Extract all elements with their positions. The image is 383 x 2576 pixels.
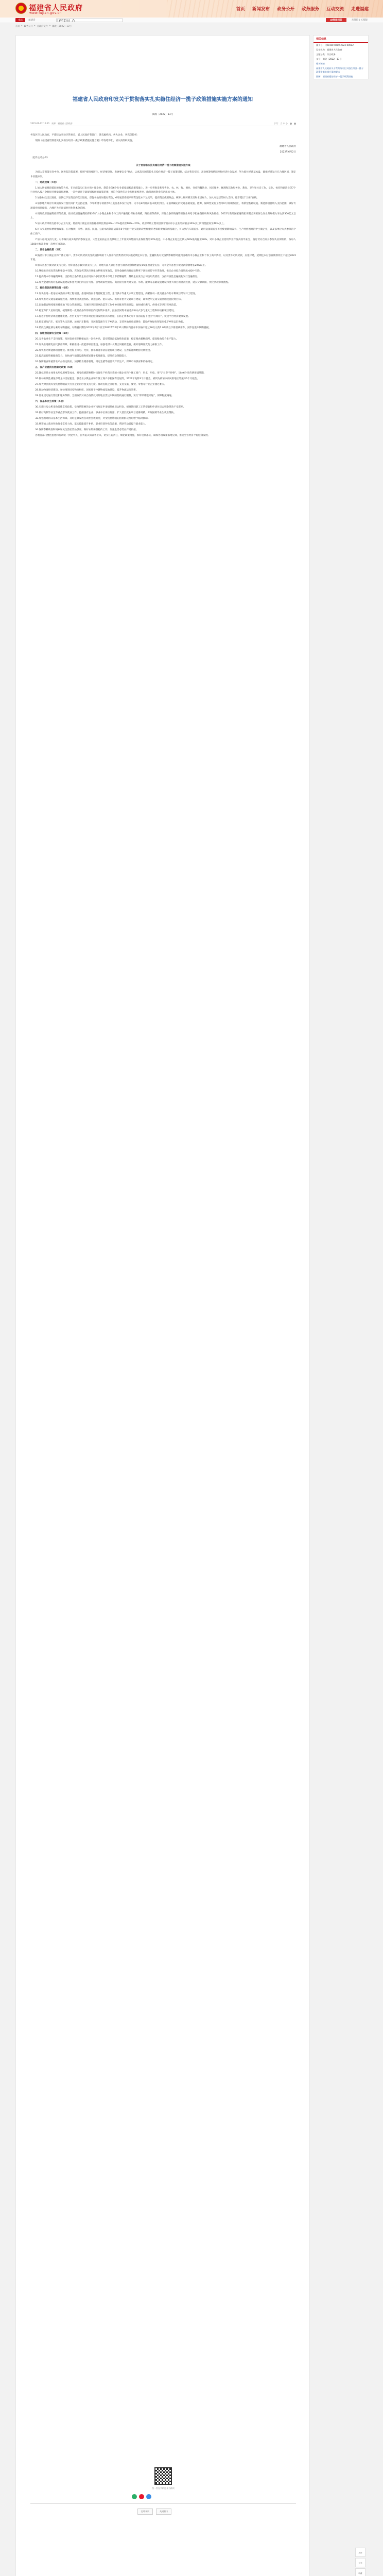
nav-item[interactable]: 走进福建 bbox=[351, 7, 369, 12]
breadcrumb-item[interactable]: 首页 bbox=[15, 25, 20, 28]
content-buttons bbox=[137, 2509, 171, 2515]
share-icon[interactable] bbox=[294, 123, 296, 125]
info-item: 索引号：FJ00100-0200-2022-00012 bbox=[316, 44, 354, 46]
paragraph: 27.加大对民航等受疫情影响较大行业企业的纾困支持力度。推动民航企业纾困，支持文旅、餐饮、零售等行业企业渡过难关。 bbox=[35, 383, 167, 386]
paragraph: 5.加大政府采购支持中小企业力度。将面向小微企业的价格扣除比例由6%—10%提高至10%—20%，政府采购工程项目预留面向中小企业的份额由30%以上阶段性提高至40%以上。 bbox=[35, 223, 226, 226]
document-number: 闽政〔2022〕13号 bbox=[152, 113, 173, 116]
nav-item[interactable]: 互动交流 bbox=[326, 7, 344, 12]
section-heading: 三、稳投资促消费等政策（6项） bbox=[35, 287, 70, 290]
paragraph: 11.提高资本市场融资效率。支持符合条件的企业在境内外多层次资本市场上市挂牌融资，鼓励企业发行公司信用类债券，支持开发性金融机构发行金融债券。 bbox=[35, 276, 200, 279]
paragraph: 19.阶段性减征部分乘用车购置税。对购置日期在2022年6月1日至2022年12月31日期间内且单车价格不超过30万元的2.0升及以下排量乘用车，减半征收车辆购置税。 bbox=[35, 326, 211, 329]
related-link[interactable]: 图解：福建省稳住经济一揽子政策措施 bbox=[316, 75, 353, 78]
section-heading: 一、财政政策（7项） bbox=[35, 181, 58, 184]
favorite-button[interactable]: 收藏 bbox=[355, 2568, 365, 2576]
accessibility-links[interactable]: 无障碍 | 长辈版 bbox=[351, 19, 368, 22]
breadcrumb-item[interactable]: 省政府文件 bbox=[37, 25, 48, 28]
nav-item[interactable]: 政务公开 bbox=[276, 7, 294, 12]
paragraph: 4.用好政府性融资担保等政策。推动政府性融资担保机构扩大小微企业和个体工商户融资担保业务规模，降低担保费率，对符合条件的融资担保业务给予担保费补助和风险补偿，2022年新增国家融资担保基金再担保合作业务规模力争达到300亿元以上。 bbox=[30, 212, 296, 220]
nav-item[interactable]: 首页 bbox=[236, 7, 245, 12]
breadcrumb-item[interactable]: 政务公开 bbox=[24, 25, 33, 28]
paragraph: 21.加快推进煤电油气供应保障。积极推进一批能源项目建设，加强电煤中长期合同履约监管，做好迎峰度夏电力保供工作。 bbox=[35, 343, 164, 346]
paragraph: 15.因地制宜继续推进城市地下综合管廊建设。在城市老旧管网改造等工作中协同推进管廊建设，加快城市燃气、供排水等老旧管网改造。 bbox=[35, 304, 179, 307]
qr-code-icon bbox=[154, 2467, 172, 2485]
paragraph: 7.加大稳岗支持力度。对不裁员或少裁员的参保企业，大型企业按企业及其职工上年度实际缴纳失业保险费的30%返还，中小微企业返还比例从60%最高提至90%。对中小微企业招用毕业年度高校毕业生，签订劳动合同并参加失业保险的，按每人1500元标准发放一次性扩岗补助。 bbox=[30, 238, 296, 246]
paragraph: 31.做好高校毕业生等重点群体就业工作。挖掘国有企业、事业单位岗位资源，扩大基层就业项目招募规模，开展困难毕业生就业帮扶。 bbox=[35, 411, 176, 414]
section-heading: 六、保基本民生政策（5项） bbox=[35, 400, 65, 403]
utility-bar bbox=[0, 18, 383, 23]
paragraph: 6.扩大实施社保费缓缴政策。在对餐饮、零售、旅游、民航、公路水路铁路运输等5个特困行业实施阶段性缓缴养老保险费政策的基础上，扩大到汽车制造业、通用设备制造业等受疫情影响较大、生产经营困难的中小微企业，以及以单位方式参保的个体工商户。 bbox=[30, 228, 296, 235]
close-window-button[interactable]: 关闭窗口 bbox=[156, 2509, 171, 2515]
paragraph: 8.鼓励对中小微企业和个体工商户、货车司机贷款及受疫情影响的个人住房与消费贷款等实施延期还本付息。金融机构对受疫情影响暂时遇到困难的中小微企业和个体工商户贷款，以及货车司机贷款，应延尽延，延期还本付息日期原则上不超过2022年底。 bbox=[30, 254, 296, 262]
article-card bbox=[15, 35, 310, 2576]
paragraph: 为深入贯彻落实党中央、国务院决策部署，按照“疫情要防住、经济要稳住、发展要安全”要求，认真落实国务院扎实稳住经济一揽子政策措施，结合我省实际，高效统筹疫情防控和经济社会发展，努力稳住经济基本盘，确保经济运行在合理区间，制定本实施方案。 bbox=[30, 171, 296, 178]
paragraph: 2.加快财政支出进度。加快已下达资金的支出进度，督促各地及时拨付资金，6月底前省级专项资金基本下达完毕，提高资金使用效益。统筹上级转移支付和本级财力，加大对基层的财力支持，兜牢基层“三保”底线。 bbox=[35, 197, 259, 200]
print-icon[interactable] bbox=[290, 123, 292, 125]
paragraph: 13.加快推进一批论证成熟的水利工程项目。推进闽西南水资源配置工程、金门供水等重大水利工程建设，抓紧推动一批具备条件的水利项目尽早开工建设。 bbox=[35, 293, 198, 296]
paragraph: 26.推动阶段性减免市场主体房屋租金。服务业小微企业和个体工商户承租国有房屋的，2022年免除3个月租金，被列为疫情中高风险地区的免除6个月租金。 bbox=[35, 377, 200, 380]
location-button[interactable]: 本站 bbox=[15, 18, 25, 22]
weibo-share-icon[interactable] bbox=[139, 2494, 144, 2499]
section-heading: 关于贯彻落实扎实稳住经济一揽子政策措施实施方案 bbox=[136, 164, 190, 167]
sidebar-list bbox=[314, 43, 368, 79]
paragraph: 25.降低市场主体用水用电用网等成本。对受疫情影响暂时出现生产经营困难的小微企业和个体工商户，用水、用电、用气“欠费不停供”，设立6个月的费用缓缴期。 bbox=[35, 371, 206, 375]
site-domain: www.fujian.gov.cn bbox=[29, 11, 62, 15]
paragraph: 各设区市人民政府，平潭综合实验区管委会，省人民政府各部门，各直属机构，各大企业，各高等院校： bbox=[30, 134, 140, 137]
paragraph: 22.加快推动新能源项目建设。推进海上风电、光伏、抽水蓄能等清洁能源项目建设，完善新能源配套电网建设。 bbox=[35, 349, 152, 352]
sidebar-related-info bbox=[313, 35, 369, 79]
section-heading: 四、保粮食能源安全政策（5项） bbox=[35, 332, 70, 335]
floating-tools bbox=[355, 2548, 367, 2576]
paragraph: 1.加大增值税留抵退税政策力度。在全面落实已出台的小微企业、制造业等6个行业留抵退税政策基础上，进一步将批发和零售业，农、林、牧、渔业，住宿和餐饮业，居民服务、修理和其他服务业，教育，卫生和社会工作，文化、体育和娱乐业等7个行业纳入按月全额退还增量留抵税额、一次性退还存量留抵税额的政策范围，对符合条件的企业加快退税进度，确保退税资金直达市场主体。 bbox=[30, 187, 296, 194]
paragraph: 14.加快推动交通基础设施投资。加快推进高速铁路、高速公路、港口码头、机场等重大交通项目建设，确保全年完成交通基础设施投资目标。 bbox=[35, 298, 183, 301]
site-title[interactable]: 福建省人民政府 bbox=[29, 4, 83, 12]
back-to-top-button[interactable]: 顶部 bbox=[355, 2548, 365, 2557]
article-body bbox=[30, 133, 296, 439]
paragraph: 33.统筹加大就业补助资金支持力度。落实技能提升补贴、职业培训补贴等政策，帮助劳动者提升就业能力。 bbox=[35, 422, 148, 426]
paragraph: 24.保障粮食和重要农产品稳定供应。加强粮食储备管理，稳定生猪等重要农产品生产，保障市场供应和价格稳定。 bbox=[35, 360, 155, 363]
paragraph: 3.加快地方政府专项债券发行使用并扩大支持范围。今年新增专项债券6月底前基本发行完毕，力争在8月底前基本使用到位。在前期确定的交通基础设施、能源、保障性安居工程等9大领域基础上，将新型基础设施、新能源项目纳入支持范围，做好专项债券项目储备，合理扩大专项债券用作资本金范围。 bbox=[30, 202, 296, 210]
print-page-button[interactable]: 打印本页 bbox=[137, 2509, 153, 2515]
paragraph: 23.提高能源资源储备能力。加快油气储备设施和煤炭储备基地建设，提升应急保障能力。 bbox=[35, 354, 129, 358]
national-emblem-icon[interactable] bbox=[15, 3, 27, 14]
paragraph: 2022年6月2日 bbox=[280, 150, 296, 154]
search-input[interactable] bbox=[56, 19, 123, 22]
share-button[interactable]: 分享 bbox=[355, 2558, 365, 2567]
paragraph: 28.推动物流枢纽建设。加快推进国家物流枢纽、国家骨干冷链物流基地建设，提升物流运行效率。 bbox=[35, 388, 138, 392]
qq-share-icon[interactable] bbox=[146, 2494, 151, 2499]
paragraph: 12.加大金融机构对基础设施建设和重大项目的支持力度。引导政策性银行、商业银行加大对交通、水利、能源等基础设施建设和重大项目的贷款投放，延长贷款期限，优化贷款审批流程。 bbox=[35, 281, 231, 284]
share-bar bbox=[132, 2494, 151, 2499]
paragraph: 30.实施住房公积金阶段性支持政策。受疫情影响的企业可按规定申请缓缴住房公积金，缓缴期间职工正常提取和申请住房公积金贷款不受影响。 bbox=[35, 405, 186, 409]
paragraph: 9.加大普惠小微贷款支持力度。用好普惠小微贷款支持工具，对地方法人银行普惠小微贷款余额增量按1%提供资金支持。力争全年普惠小微贷款余额增长20%以上。 bbox=[35, 264, 207, 267]
wechat-share-icon[interactable] bbox=[132, 2494, 137, 2499]
article-meta bbox=[30, 121, 296, 126]
paragraph: 10.继续推动实际贷款利率稳中有降。充分发挥贷款市场报价利率改革效能，引导金融机构将存款利率下调效果传导至贷款端，推动企业综合融资成本稳中有降。 bbox=[35, 270, 202, 273]
paragraph: 32.加强困难群众基本生活保障。及时足额发放各项社会救助金，对受疫情影响的困难群众及时给予临时救助。 bbox=[35, 417, 150, 420]
paragraph: 34.保障春耕秋收和城乡居民生活必需品供应。做好农资保供稳价工作，加强生活必需品产销衔接。 bbox=[35, 428, 138, 431]
publish-date: 2022-06-02 10:00 bbox=[30, 122, 49, 125]
article-title: 福建省人民政府印发关于贯彻落实扎实稳住经济一揽子政策措施实施方案的通知 bbox=[73, 97, 253, 103]
info-item: 文号：闽政〔2022〕13号 bbox=[316, 58, 342, 60]
info-item: 主题分类：综合政务 bbox=[316, 53, 336, 56]
site-header bbox=[0, 0, 383, 18]
font-size-control[interactable]: 字号：大 中 小 bbox=[273, 122, 288, 125]
nav-item[interactable]: 新闻发布 bbox=[252, 7, 270, 12]
article-source: 来源：福建省人民政府 bbox=[51, 122, 73, 125]
paragraph: 20.完善农业生产支持政策。及时发放实际种粮农民一次性补贴，落实稻谷最低收购价政策，稳定粮食播种面积，提高粮食综合生产能力。 bbox=[35, 337, 179, 341]
location-text: 福建省 bbox=[28, 19, 36, 22]
paragraph: 福建省人民政府 bbox=[279, 145, 296, 148]
breadcrumb: 首页 > 政务公开 > 省政府文件 > 闽政〔2022〕13号 bbox=[15, 25, 72, 28]
paragraph: 现将《福建省贯彻落实扎实稳住经济一揽子政策措施实施方案》印发给你们，请认真组织实施。 bbox=[35, 139, 135, 142]
related-link[interactable]: 福建省人民政府关于贯彻落实扎实稳住经济一揽子政策措施实施方案的解读 bbox=[316, 67, 364, 73]
info-item: 发布机构：福建省人民政府 bbox=[316, 48, 342, 51]
section-heading: 二、货币金融政策（5项） bbox=[35, 248, 63, 251]
divider bbox=[30, 2503, 296, 2504]
ai-qa-button[interactable]: AI智能问答 bbox=[326, 18, 346, 22]
section-heading: 五、保产业链供应链稳定政策（5项） bbox=[35, 366, 75, 369]
paragraph: 各地各部门要把思想和行动统一到党中央、国务院决策部署上来，切实扛起责任，细化政策措施，抓好贯彻落实，确保各项政策落地见效，推动全省经济平稳健康发展。 bbox=[35, 434, 211, 437]
sidebar-title: 相关信息 bbox=[314, 36, 368, 43]
paragraph: （此件主动公开） bbox=[30, 156, 49, 159]
main-nav bbox=[229, 0, 369, 18]
breadcrumb-item: 闽政〔2022〕13号 bbox=[52, 25, 72, 28]
paragraph: 17.促进平台经济规范健康发展。出台支持平台经济规范健康发展的具体措施，在防止资本无序扩张的前提下设立“红绿灯”，促进平台经济健康发展。 bbox=[35, 315, 190, 318]
qr-code-block bbox=[128, 2467, 198, 2490]
paragraph: 16.稳定和扩大民间投资。梳理筛选一批具备条件的项目向民间资本推介，鼓励民间资本通过多种方式参与重大工程和补短板项目建设。 bbox=[35, 309, 176, 312]
qr-caption: 扫一扫在手机打开当前页 bbox=[152, 2487, 175, 2489]
related-link[interactable]: 相关链接： bbox=[316, 62, 327, 65]
nav-item[interactable]: 政务服务 bbox=[301, 7, 319, 12]
paragraph: 18.稳定增加汽车、家电等大宗消费。放宽汽车限购，开展新能源汽车下乡活动，支持各地发放消费券，鼓励开展绿色智能家电下乡和以旧换新。 bbox=[35, 320, 186, 324]
paragraph: 29.优化货运通行管控和服务保障。全面取消对来自疫情低风险地区货运车辆的防疫通行限制，实行“即采即走即通”，保障物流畅通。 bbox=[35, 394, 174, 397]
